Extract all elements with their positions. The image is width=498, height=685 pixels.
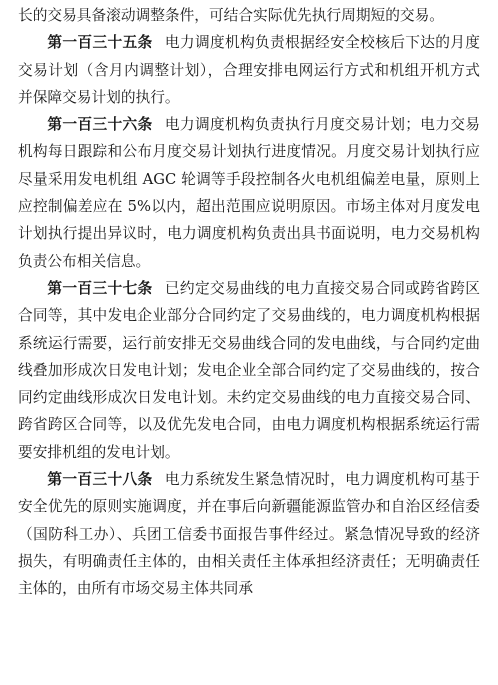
article-137 — [18, 275, 480, 466]
paragraph-continuation — [18, 2, 480, 29]
paragraph-text: 电力系统发生紧急情况时，电力调度机构可基于安全优先的原则实施调度，并在事后向新疆能源监管办和自治区经信委（国防科工办）、兵团工信委书面报告事件经过。紧急情况导致的经济损失，有明确责任主体的，由相关责任主体承担经济责任；无明确责任主体的，由所有市场交易主体共同承 — [18, 471, 480, 598]
article-number: 第一百三十七条 — [47, 279, 160, 297]
article-number: 第一百三十八条 — [47, 471, 160, 489]
paragraph-text: 长的交易具备滚动调整条件，可结合实际优先执行周期短的交易。 — [18, 7, 444, 24]
document-page — [18, 2, 480, 603]
article-135 — [18, 29, 480, 111]
article-number: 第一百三十六条 — [47, 116, 160, 134]
article-number: 第一百三十五条 — [47, 34, 160, 52]
article-138 — [18, 466, 480, 602]
article-136 — [18, 111, 480, 275]
paragraph-text: 电力调度机构负责执行月度交易计划；电力交易机构每日跟踪和公布月度交易计划执行进度情况。月度交易计划执行应尽量采用发电机组 AGC 轮调等手段控制各火电机组偏差电量，原则上应控制偏差应在 5%以内，超出范围应说明原因。市场主体对月度发电计划执行提出异议时，电力调度机构负责出具书面说明，电力交易机构负责公布相关信息。 — [18, 116, 480, 270]
paragraph-text: 电力调度机构负责根据经安全校核后下达的月度交易计划（含月内调整计划），合理安排电网运行方式和机组开机方式并保障交易计划的执行。 — [18, 34, 480, 106]
paragraph-text: 已约定交易曲线的电力直接交易合同或跨省跨区合同等，其中发电企业部分合同约定了交易曲线的，电力调度机构根据系统运行需要，运行前安排无交易曲线合同的发电曲线，与合同约定曲线叠加形成次日发电计划；发电企业全部合同约定了交易曲线的，按合同约定曲线形成次日发电计划。未约定交易曲线的电力直接交易合同、跨省跨区合同等，以及优先发电合同，由电力调度机构根据系统运行需要安排机组的发电计划。 — [18, 279, 480, 461]
